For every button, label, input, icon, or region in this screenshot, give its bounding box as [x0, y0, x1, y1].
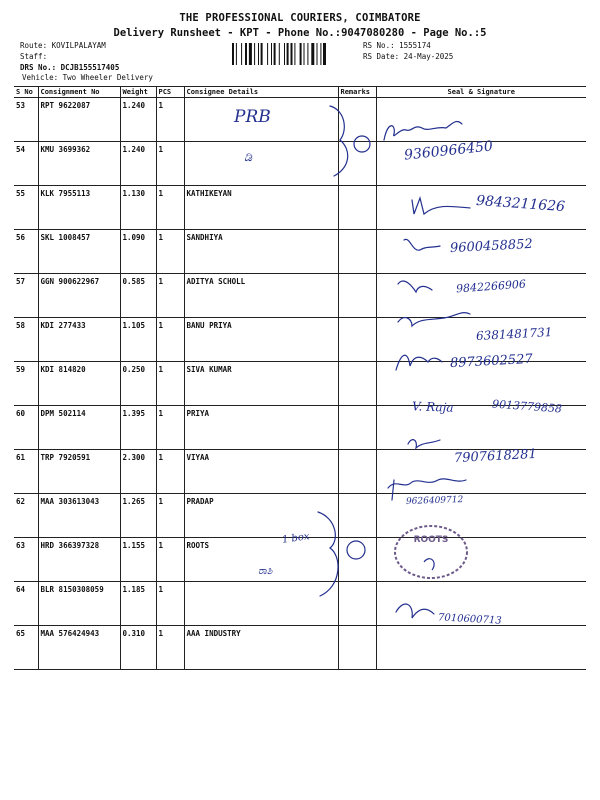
col-header-consignee: Consignee Details	[184, 87, 338, 98]
row-weight: 1.240	[120, 98, 156, 142]
row-consignment-no: KLK 7955113	[38, 186, 120, 230]
vehicle-label: Vehicle: Two Wheeler Delivery	[22, 73, 153, 82]
row-remarks	[338, 538, 376, 582]
table-row	[14, 98, 586, 142]
col-header-signature: Seal & Signature	[376, 87, 586, 98]
rs-date: RS Date: 24-May-2025	[363, 52, 454, 61]
row-consignment-no: SKL 1008457	[38, 230, 120, 274]
row-remarks	[338, 450, 376, 494]
handwritten-phone-54: 9360966450	[403, 138, 494, 164]
row-pcs: 1	[156, 494, 184, 538]
row-remarks	[338, 230, 376, 274]
row-consignment-no: KDI 277433	[38, 318, 120, 362]
row-pcs: 1	[156, 98, 184, 142]
row-sno: 58	[14, 318, 38, 362]
row-consignment-no: RPT 9622087	[38, 98, 120, 142]
row-pcs: 1	[156, 274, 184, 318]
drs-number: DRS No.: DCJB155517405	[20, 63, 120, 72]
stamp-text: ROOTS	[413, 535, 449, 545]
table-row	[14, 142, 586, 186]
col-header-consignment: Consignment No	[38, 87, 120, 98]
handwritten-row64-note: ರಾಶಿ	[258, 566, 273, 577]
row-consignee: ROOTS	[184, 538, 338, 582]
handwritten-prb: PRB	[234, 107, 271, 127]
row-signature	[376, 98, 586, 142]
table-row	[14, 494, 586, 538]
runsheet-table	[14, 86, 586, 670]
row-pcs: 1	[156, 538, 184, 582]
row-consignee: ADITYA SCHOLL	[184, 274, 338, 318]
table-row	[14, 406, 586, 450]
row-pcs: 1	[156, 362, 184, 406]
row-pcs: 1	[156, 318, 184, 362]
rs-number: RS No.: 1555174	[363, 41, 431, 50]
handwritten-phone-65: 7010600713	[437, 612, 502, 627]
staff-label: Staff:	[20, 52, 48, 61]
row-consignee: PRADAP	[184, 494, 338, 538]
company-stamp	[386, 518, 476, 586]
row-pcs: 1	[156, 230, 184, 274]
row-remarks	[338, 582, 376, 626]
row-sno: 64	[14, 582, 38, 626]
row-sno: 65	[14, 626, 38, 670]
col-header-pcs: PCS	[156, 87, 184, 98]
row-consignee: SIVA KUMAR	[184, 362, 338, 406]
row-remarks	[338, 186, 376, 230]
row-consignment-no: MAA 303613043	[38, 494, 120, 538]
handwritten-phone-56: 9600458852	[449, 236, 534, 257]
row-remarks	[338, 494, 376, 538]
table-row	[14, 626, 586, 670]
row-pcs: 1	[156, 626, 184, 670]
row-sno: 57	[14, 274, 38, 318]
handwritten-phone-61: 7907618281	[453, 446, 538, 467]
page-title: THE PROFESSIONAL COURIERS, COIMBATORE	[179, 12, 421, 24]
barcode	[232, 43, 352, 65]
row-consignment-no: KDI 814820	[38, 362, 120, 406]
row-weight: 1.395	[120, 406, 156, 450]
row-pcs: 1	[156, 186, 184, 230]
row-sno: 55	[14, 186, 38, 230]
row-sno: 53	[14, 98, 38, 142]
handwritten-phone-59: 8973602527	[449, 351, 534, 372]
route-label: Route: KOVILPALAYAM	[20, 41, 106, 50]
row-consignee: BANU PRIYA	[184, 318, 338, 362]
row-consignee: PRIYA	[184, 406, 338, 450]
table-row	[14, 538, 586, 582]
handwritten-name-60: V. Raja	[411, 399, 454, 415]
row-weight: 1.185	[120, 582, 156, 626]
row-weight: 0.250	[120, 362, 156, 406]
row-pcs: 1	[156, 450, 184, 494]
row-sno: 56	[14, 230, 38, 274]
row-weight: 1.090	[120, 230, 156, 274]
row-remarks	[338, 362, 376, 406]
row-signature	[376, 626, 586, 670]
row-pcs: 1	[156, 406, 184, 450]
col-header-weight: Weight	[120, 87, 156, 98]
row-consignment-no: DPM 502114	[38, 406, 120, 450]
row-weight: 1.130	[120, 186, 156, 230]
page-subtitle: Delivery Runsheet - KPT - Phone No.:9047080280 - Page No.:5	[113, 27, 487, 39]
row-consignment-no: HRD 366397328	[38, 538, 120, 582]
handwritten-phone-55: 9843211626	[475, 192, 566, 216]
row-remarks	[338, 318, 376, 362]
row-remarks	[338, 98, 376, 142]
row-consignment-no: GGN 900622967	[38, 274, 120, 318]
handwritten-row54-note: ಡಿ	[244, 150, 253, 165]
row-sno: 62	[14, 494, 38, 538]
row-consignment-no: MAA 576424943	[38, 626, 120, 670]
row-remarks	[338, 626, 376, 670]
row-consignee: SANDHIYA	[184, 230, 338, 274]
row-consignee: KATHIKEYAN	[184, 186, 338, 230]
row-consignment-no: TRP 7920591	[38, 450, 120, 494]
row-weight: 0.310	[120, 626, 156, 670]
row-remarks	[338, 142, 376, 186]
row-consignee: VIYAA	[184, 450, 338, 494]
row-consignee	[184, 582, 338, 626]
row-weight: 1.265	[120, 494, 156, 538]
row-sno: 61	[14, 450, 38, 494]
row-weight: 1.105	[120, 318, 156, 362]
row-weight: 0.585	[120, 274, 156, 318]
row-consignee: AAA INDUSTRY	[184, 626, 338, 670]
table-header-row	[14, 87, 586, 98]
row-remarks	[338, 274, 376, 318]
row-remarks	[338, 406, 376, 450]
row-consignment-no: BLR 8150308059	[38, 582, 120, 626]
col-header-sno: S No	[14, 87, 38, 98]
row-weight: 1.240	[120, 142, 156, 186]
row-pcs: 1	[156, 142, 184, 186]
col-header-remarks: Remarks	[338, 87, 376, 98]
handwritten-phone-60: 9013779858	[491, 397, 563, 416]
handwritten-phone-57: 9842266906	[455, 277, 527, 296]
row-sno: 54	[14, 142, 38, 186]
handwritten-box-note: 1 box	[281, 531, 311, 546]
row-pcs: 1	[156, 582, 184, 626]
row-weight: 1.155	[120, 538, 156, 582]
handwritten-phone-62: 9626409712	[405, 495, 464, 507]
row-sno: 59	[14, 362, 38, 406]
row-sno: 63	[14, 538, 38, 582]
handwritten-phone-58: 6381481731	[475, 325, 553, 343]
row-weight: 2.300	[120, 450, 156, 494]
row-consignment-no: KMU 3699362	[38, 142, 120, 186]
row-sno: 60	[14, 406, 38, 450]
row-consignee	[184, 142, 338, 186]
